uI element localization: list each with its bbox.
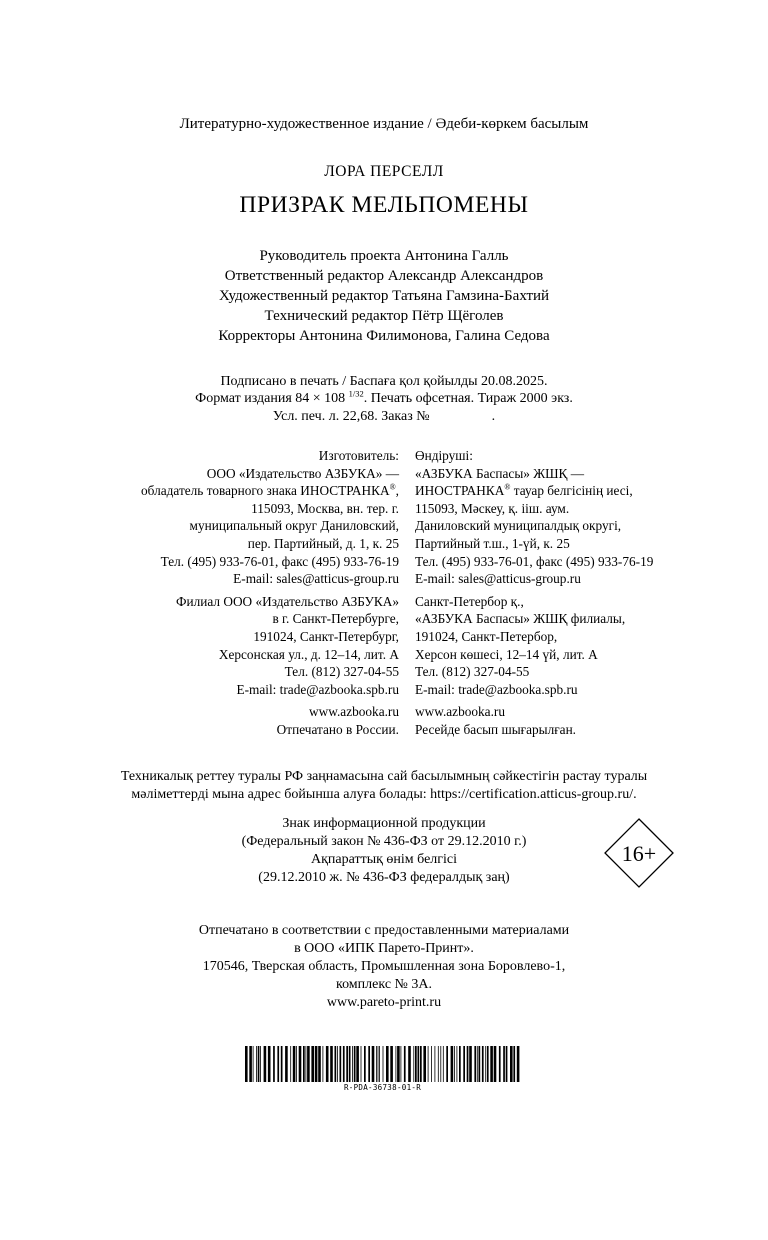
phone-line: Тел. (495) 933-76-01, факс (495) 933-76-19: [415, 553, 654, 569]
barcode-bar: [318, 1046, 321, 1082]
barcode-bar: [268, 1046, 271, 1082]
registered-mark: ®: [504, 482, 511, 492]
manufacturer-heading: Өндіруші:: [415, 448, 473, 463]
barcode-bar: [311, 1046, 314, 1082]
barcode-bar: [335, 1046, 337, 1082]
manufacturer-company: «АЗБУКА Баспасы» ЖШҚ —: [415, 465, 585, 481]
address-line: Даниловский муниципалдық округі,: [415, 518, 622, 534]
branch-line: в г. Санкт-Петербурге,: [272, 611, 399, 627]
barcode-bar: [260, 1046, 261, 1082]
barcode-bar: [376, 1046, 377, 1082]
barcode-bar: [326, 1046, 329, 1082]
branch-line: Филиал ООО «Издательство АЗБУКА»: [176, 593, 399, 609]
barcode-bar: [401, 1046, 402, 1082]
trademark-suffix: тауар белгісінің иесі,: [510, 483, 633, 499]
barcode-bar: [256, 1046, 257, 1082]
info-sign-line: Знак информационной продукции: [282, 816, 486, 831]
barcode-bar: [293, 1046, 296, 1082]
credit-line: Корректоры Антонина Филимонова, Галина Седова: [218, 328, 550, 344]
barcode-bar: [513, 1046, 515, 1082]
barcode-bar: [354, 1046, 356, 1082]
barcode-bar: [378, 1046, 379, 1082]
barcode-bar: [467, 1046, 469, 1082]
branch-line: Тел. (812) 327-04-55: [284, 664, 399, 680]
barcode-bar: [415, 1046, 417, 1082]
barcode-bar: [418, 1046, 420, 1082]
barcode: [245, 1046, 520, 1082]
format-fraction: 1/32: [348, 388, 364, 399]
barcode-bar: [454, 1046, 455, 1082]
sheets-text: Усл. печ. л. 22,68. Заказ №: [272, 409, 430, 424]
barcode-bar: [372, 1046, 375, 1082]
printed-in-line: Отпечатано в России.: [276, 721, 399, 737]
barcode-bar: [438, 1046, 439, 1082]
barcode-bar: [285, 1046, 288, 1082]
website-line: www.azbooka.ru: [309, 704, 399, 720]
barcode-bar: [490, 1046, 493, 1082]
phone-line: Тел. (495) 933-76-01, факс (495) 933-76-19: [160, 553, 399, 569]
branch-line: «АЗБУКА Баспасы» ЖШҚ филиалы,: [415, 611, 626, 627]
barcode-bar: [446, 1046, 448, 1082]
barcode-bar: [404, 1046, 406, 1082]
sheets-line: [0, 408, 768, 425]
trademark-text: ИНОСТРАНКА: [415, 483, 505, 499]
address-line: муниципальный округ Даниловский,: [189, 518, 399, 534]
printed-in-line: Ресейде басып шығарылған.: [415, 721, 577, 737]
barcode-bar: [356, 1046, 359, 1082]
barcode-bar: [517, 1046, 520, 1082]
printer-line: Отпечатано в соответствии с предоставленными материалами: [198, 923, 570, 938]
barcode-bar: [307, 1046, 310, 1082]
barcode-bar: [296, 1046, 297, 1082]
barcode-bar: [299, 1046, 302, 1082]
credit-line: Руководитель проекта Антонина Галль: [259, 248, 509, 264]
manufacturer-right-column: [415, 447, 653, 739]
website-line: www.azbooka.ru: [415, 704, 505, 720]
barcode-bar: [506, 1046, 508, 1082]
barcode-bar: [315, 1046, 318, 1082]
barcode-bar: [431, 1046, 432, 1082]
barcode-bar: [368, 1046, 370, 1082]
barcode-bar: [463, 1046, 465, 1082]
barcode-bar: [479, 1046, 481, 1082]
trademark-suffix: ,: [395, 483, 399, 499]
trademark-line: [415, 482, 653, 500]
barcode-bar: [337, 1046, 338, 1082]
barcode-bar: [253, 1046, 254, 1082]
branch-line: Херсон көшесі, 12–14 үй, лит. А: [415, 646, 598, 662]
email-line: E-mail: sales@atticus-group.ru: [415, 571, 581, 587]
info-sign-line: (29.12.2010 ж. № 436-ФЗ федералдық заң): [258, 870, 510, 885]
printer-line: в ООО «ИПК Парето-Принт».: [294, 941, 474, 956]
format-suffix: . Печать офсетная. Тираж 2000 экз.: [363, 391, 573, 406]
barcode-bar: [340, 1046, 342, 1082]
barcode-bar: [264, 1046, 267, 1082]
barcode-bar: [397, 1046, 400, 1082]
barcode-bar: [499, 1046, 501, 1082]
barcode-bar: [510, 1046, 513, 1082]
barcode-bar: [273, 1046, 275, 1082]
book-title: ПРИЗРАК МЕЛЬПОМЕНЫ: [239, 192, 529, 218]
printer-line: комплекс № 3А.: [335, 977, 432, 992]
format-line: [0, 390, 768, 407]
barcode-bar: [386, 1046, 389, 1082]
barcode-bar: [451, 1046, 454, 1082]
barcode-bar: [343, 1046, 345, 1082]
manufacturer-heading: Изготовитель:: [318, 448, 399, 463]
printer-line: 170546, Тверская область, Промышленная зона Боровлево-1,: [202, 959, 566, 974]
barcode-bar: [440, 1046, 441, 1082]
barcode-bar: [306, 1046, 307, 1082]
author-name: ЛОРА ПЕРСЕЛЛ: [324, 163, 444, 180]
barcode-bar: [349, 1046, 351, 1082]
barcode-bar: [281, 1046, 283, 1082]
barcode-bar: [485, 1046, 486, 1082]
barcode-bar: [379, 1046, 380, 1082]
registered-mark: ®: [389, 482, 396, 492]
barcode-bar: [494, 1046, 497, 1082]
barcode-bar: [474, 1046, 476, 1082]
barcode-bar: [413, 1046, 414, 1082]
address-line: 115093, Москва, вн. тер. г.: [251, 500, 399, 516]
manufacturer-company: ООО «Издательство АЗБУКА» —: [206, 465, 399, 481]
signed-line: Подписано в печать / Баспаға қол қойылды 20.08.2025.: [220, 374, 548, 389]
address-line: 115093, Мәскеу, қ. ііш. аум.: [415, 500, 570, 516]
branch-line: Тел. (812) 327-04-55: [415, 664, 530, 680]
email-line: E-mail: sales@atticus-group.ru: [233, 571, 399, 587]
printer-line: www.pareto-print.ru: [326, 995, 442, 1010]
barcode-bar: [390, 1046, 393, 1082]
barcode-bar: [457, 1046, 458, 1082]
certification-line: мәліметтерді мына адрес бойынша алуға болады: https://certification.atticus-group.ru/.: [131, 787, 637, 802]
branch-line: E-mail: trade@azbooka.spb.ru: [236, 681, 399, 697]
barcode-bar: [396, 1046, 397, 1082]
barcode-bar: [459, 1046, 461, 1082]
age-rating-text: 16+: [621, 841, 657, 866]
barcode-bar: [383, 1046, 384, 1082]
barcode-bar: [303, 1046, 305, 1082]
barcode-bar: [352, 1046, 353, 1082]
barcode-bar: [435, 1046, 436, 1082]
barcode-bar: [361, 1046, 362, 1082]
trademark-line: [141, 482, 399, 500]
barcode-bar: [428, 1046, 429, 1082]
barcode-bar: [249, 1046, 252, 1082]
address-line: пер. Партийный, д. 1, к. 25: [247, 535, 399, 551]
barcode-bar: [277, 1046, 279, 1082]
edition-type: Литературно-художественное издание / Әдеби-көркем басылым: [179, 116, 589, 132]
format-prefix: Формат издания 84 × 108: [195, 391, 349, 406]
barcode-bar: [477, 1046, 478, 1082]
branch-line: Санкт-Петербор қ.,: [415, 593, 524, 609]
branch-line: Херсонская ул., д. 12–14, лит. А: [218, 646, 399, 662]
barcode-label: R-PDA-36738-01-R: [343, 1083, 422, 1092]
age-rating-badge: [604, 818, 674, 888]
barcode-bar: [482, 1046, 484, 1082]
info-sign-line: (Федеральный закон № 436-ФЗ от 29.12.2010 г.): [241, 834, 527, 849]
barcode-bar: [443, 1046, 444, 1082]
barcode-bar: [420, 1046, 422, 1082]
barcode-bar: [330, 1046, 333, 1082]
barcode-bar: [323, 1046, 324, 1082]
info-sign-line: Ақпараттық өнім белгісі: [310, 852, 458, 867]
credit-line: Художественный редактор Татьяна Гамзина-Бахтий: [218, 288, 550, 304]
barcode-bar: [245, 1046, 248, 1082]
sheets-end: .: [491, 409, 496, 424]
branch-line: 191024, Санкт-Петербург,: [253, 628, 399, 644]
barcode-bar: [423, 1046, 426, 1082]
barcode-bar: [487, 1046, 489, 1082]
barcode-bar: [290, 1046, 291, 1082]
credit-line: Ответственный редактор Александр Александров: [224, 268, 544, 284]
barcode-bar: [469, 1046, 472, 1082]
address-line: Партийный т.ш., 1-үй, к. 25: [415, 535, 570, 551]
barcode-bar: [408, 1046, 411, 1082]
trademark-text: обладатель товарного знака ИНОСТРАНКА: [141, 483, 390, 499]
certification-line: Техникалық реттеу туралы РФ заңнамасына сай басылымның сәйкестігін растау туралы: [120, 769, 648, 784]
barcode-bar: [364, 1046, 366, 1082]
branch-line: 191024, Санкт-Петербор,: [415, 628, 558, 644]
manufacturer-left-column: [141, 447, 399, 739]
branch-line: E-mail: trade@azbooka.spb.ru: [415, 681, 578, 697]
barcode-bar: [346, 1046, 348, 1082]
barcode-bar: [258, 1046, 260, 1082]
barcode-bar: [503, 1046, 505, 1082]
credit-line: Технический редактор Пётр Щёголев: [264, 308, 504, 324]
